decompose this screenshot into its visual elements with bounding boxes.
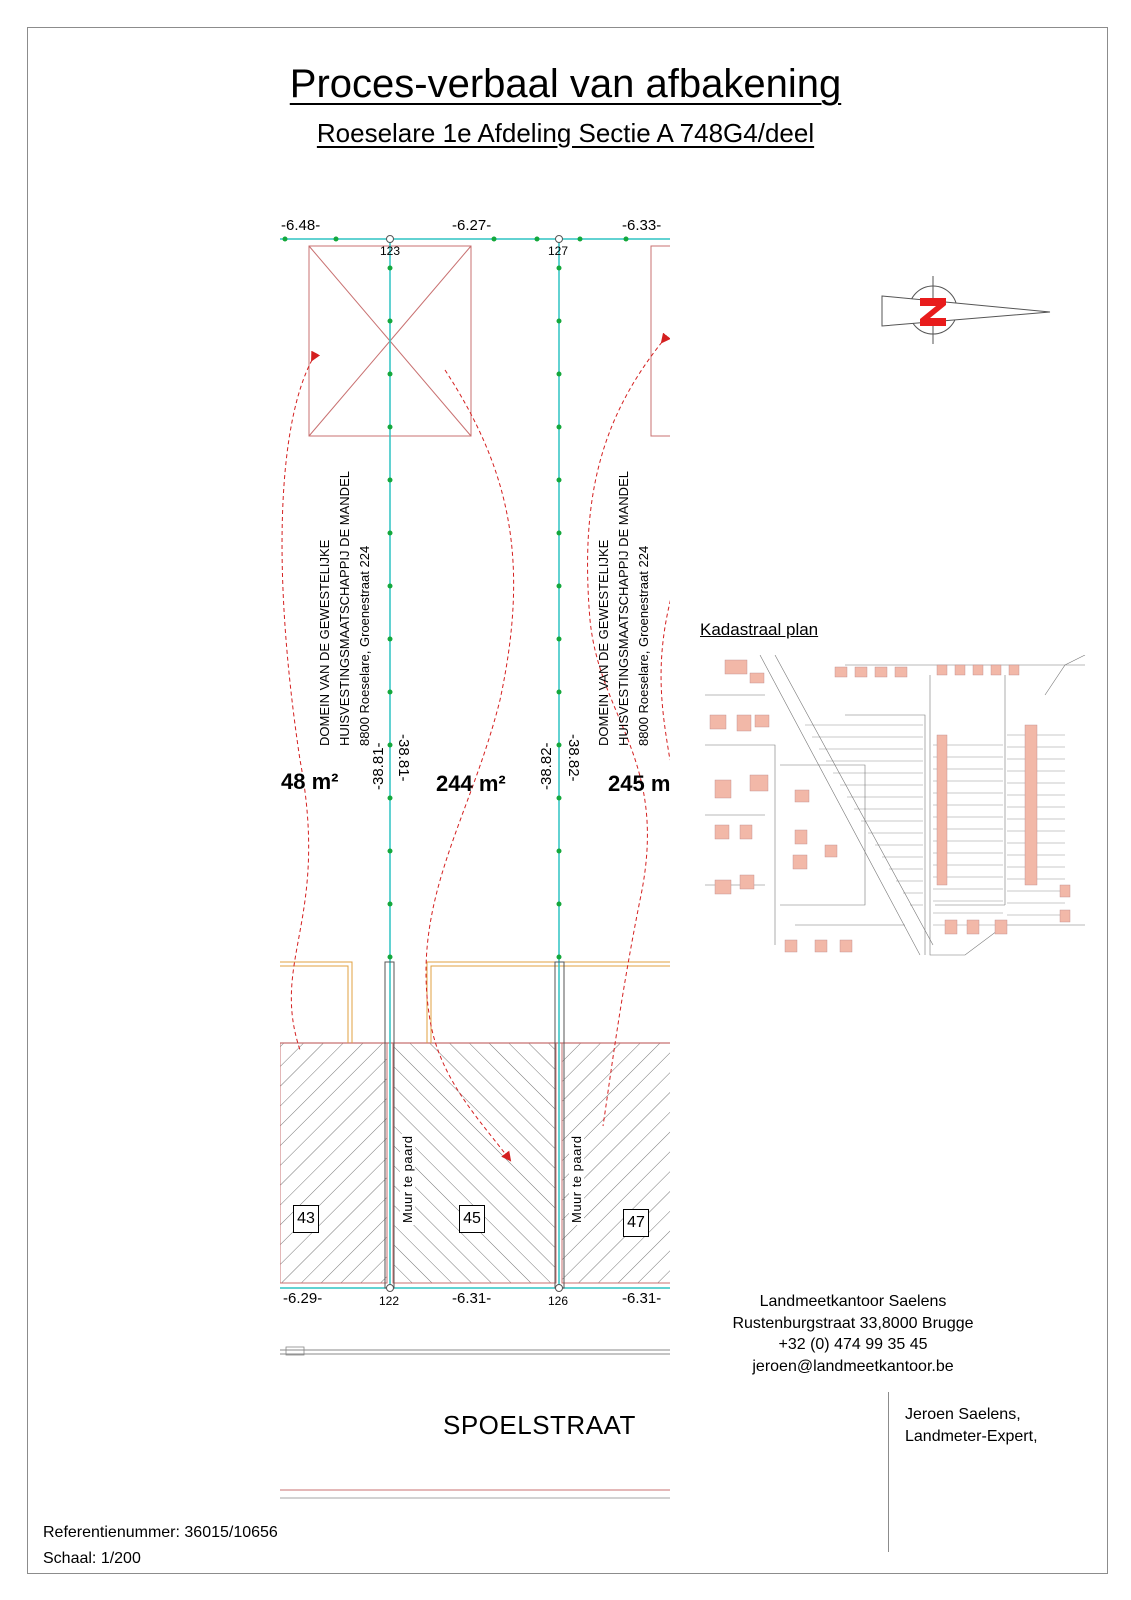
- reference-block: [43, 1520, 278, 1572]
- top-measure-2: -6.27-: [452, 217, 492, 234]
- bottom-measure-1: -6.29-: [283, 1290, 323, 1307]
- point-number-123: 123: [380, 244, 401, 258]
- building-hatch-43: [280, 1043, 387, 1283]
- signatory-name: Jeroen Saelens,: [905, 1406, 1021, 1423]
- signature-divider: [888, 1392, 889, 1552]
- bottom-measure-2: -6.31-: [452, 1290, 492, 1307]
- wall-label-right: Muur te paard: [569, 1135, 584, 1223]
- owner-left-line3: 8800 Roeselare, Groenestraat 224: [357, 545, 372, 746]
- point-number-127: 127: [548, 244, 569, 258]
- owner-left-line2: HUISVESTINGSMAATSCHAPPIJ DE MANDEL: [337, 471, 352, 746]
- owner-right-line1: DOMEIN VAN DE GEWESTELIJKE: [596, 539, 611, 746]
- cadastral-plan-map: [705, 655, 1087, 975]
- owner-left: [315, 471, 375, 746]
- side-measure-2: -38.81-: [395, 734, 412, 782]
- owner-left-line1: DOMEIN VAN DE GEWESTELIJKE: [317, 539, 332, 746]
- office-email[interactable]: jeroen@landmeetkantoor.be: [752, 1357, 954, 1375]
- top-measure-1: -6.48-: [281, 217, 321, 234]
- signatory-block: [905, 1404, 1038, 1447]
- building-hatch-45: [393, 1043, 556, 1283]
- bottom-measure-3: -6.31-: [622, 1290, 662, 1307]
- scale: Schaal: 1/200: [43, 1550, 141, 1567]
- point-number-122: 122: [379, 1294, 400, 1308]
- area-middle: 244 m²: [436, 771, 506, 796]
- signatory-role: Landmeter-Expert,: [905, 1427, 1038, 1445]
- area-left: 48 m²: [281, 769, 339, 794]
- office-address: Rustenburgstraat 33,8000 Brugge: [732, 1314, 974, 1332]
- page-title: Proces-verbaal van afbakening: [289, 62, 842, 106]
- wall-label-left: Muur te paard: [400, 1135, 415, 1223]
- office-phone: +32 (0) 474 99 35 45: [778, 1336, 928, 1353]
- office-block: [700, 1291, 1006, 1377]
- house-number-45: 45: [459, 1205, 485, 1233]
- point-number-126: 126: [548, 1294, 569, 1308]
- office-name: Landmeetkantoor Saelens: [759, 1293, 947, 1310]
- street-name: SPOELSTRAAT: [443, 1410, 636, 1440]
- side-measure-4: -38.82-: [565, 734, 582, 782]
- area-right: 245 m: [608, 771, 671, 796]
- owner-right-line2: HUISVESTINGSMAATSCHAPPIJ DE MANDEL: [616, 471, 631, 746]
- side-measure-1: -38.81-: [370, 742, 387, 790]
- reference-number: Referentienummer: 36015/10656: [43, 1524, 278, 1541]
- cadastral-plan-label: Kadastraal plan: [700, 620, 819, 639]
- north-arrow-icon: [882, 276, 1050, 344]
- house-number-43: 43: [293, 1205, 319, 1233]
- house-number-47: 47: [623, 1209, 649, 1237]
- owner-right-line3: 8800 Roeselare, Groenestraat 224: [636, 545, 651, 746]
- owner-right: [594, 471, 654, 746]
- page-subtitle: Roeselare 1e Afdeling Sectie A 748G4/deel: [316, 118, 815, 148]
- top-measure-3: -6.33-: [622, 217, 662, 234]
- side-measure-3: -38.82-: [538, 742, 555, 790]
